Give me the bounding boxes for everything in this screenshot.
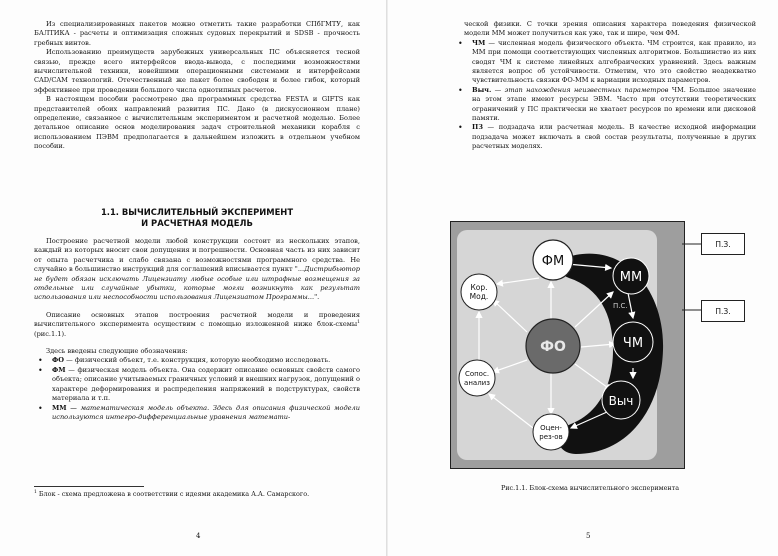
section-heading (38, 207, 356, 229)
paragraph: Здесь введены следующие обозначения: (46, 347, 188, 356)
term: Выч. (472, 85, 492, 94)
paragraph: Использованию преимуществ зарубежных универсальных ПС объясняется тесной связью, прежде всего интерфейсов ввода-вывода, с последними возможностями вычислительной техники, новейшими операционными системами и интерфейсами CAD/CAM технологий. Отечественный же пакет более свободен и более гибок, который эффективнее при проведении большого числа однотипных расчетов. (34, 48, 360, 94)
pz-connectors (682, 230, 702, 330)
node-chm-label: ЧМ (622, 336, 644, 351)
node-fo-label: ФО (540, 339, 566, 355)
page-number: 4 (196, 532, 201, 540)
definition: — математическая модель объекта. Здесь для описания физической модели используются интегро-дифференциальные уравнения математи- (52, 403, 360, 421)
term: ФМ (52, 365, 66, 374)
definition: ЧМ. Большое значение на этом этапе имеют ресурсы ЭВМ. Часто при отсутствии теоретических ограничений у ПС практически не хватает ресурсов по времени или дисковой памяти. (472, 85, 756, 123)
footnote-divider (34, 486, 144, 487)
block-diagram (450, 221, 685, 469)
notation-list (454, 39, 756, 152)
paragraph-text: (рис.1.1). (34, 329, 67, 338)
paragraph: В настоящем пособии рассмотрено два программных средства FESTA и GIFTS как представителей обоих направлений развития ПС. Дано (в дискуссионном плане) определение, связанное с вычислительным экспериментом и расчетной моделью. Более детальное описание основ моделирования задач строительной механики корабля с использованием ПЭВМ предполагается в дальнейшем изложить в отдельном учебном пособии. (34, 95, 360, 151)
definition: — (491, 85, 505, 94)
section-heading-line-1: 1.1. ВЫЧИСЛИТЕЛЬНЫЙ ЭКСПЕРИМЕНТ (100, 207, 294, 217)
term: ФО (52, 356, 64, 365)
definition: — физический объект, т.е. конструкция, которую необходимо исследовать. (64, 356, 331, 365)
paragraph (34, 237, 360, 303)
node-kor-mod-label-2: Мод. (469, 292, 489, 301)
left-intro-text (34, 20, 360, 152)
list-item (454, 39, 756, 86)
list-item (454, 123, 756, 151)
node-fm-label: ФМ (541, 254, 565, 269)
section-heading-line-2: И РАСЧЕТНАЯ МОДЕЛЬ (141, 218, 253, 228)
list-item (454, 86, 756, 124)
left-section-text (34, 237, 360, 422)
right-text (454, 20, 756, 152)
node-mm-label: ММ (619, 270, 643, 285)
pz-box-1: П.З. (701, 233, 745, 255)
definition-italic: этап нахождения неизвестных параметров (504, 85, 669, 94)
node-vych-label: Выч (608, 394, 634, 408)
list-item (34, 404, 360, 423)
term: ЧМ (472, 38, 486, 47)
list-item (34, 356, 360, 365)
paragraph: Из специализированных пакетов можно отметить такие разработки СПбГМТУ, как БАЛТИКА - расчеты и оптимизация сложных судовых перекрытий и SDSB - прочность гребных винтов. (34, 20, 360, 47)
paragraph-text: Описание основных этапов построения расчетной модели и проведения вычислительного эксперимента осуществим с помощью изложенной ниже блок-схемы (34, 310, 360, 329)
list-item (34, 366, 360, 404)
node-sopos-label-1: Сопос. (464, 370, 490, 378)
paragraph: ческой физики. С точки зрения описания характера поведения физической модели ММ может получиться как уже, так и шире, чем ФМ. (464, 20, 756, 38)
node-sopos-label-2: анализ (464, 379, 490, 387)
block-diagram-svg (451, 222, 684, 468)
definition: — численная модель физического объекта. ЧМ строится, как правило, из ММ при помощи соответствующих численных алгоритмов. Большинство из них сводят ЧМ к системе линейных алгебраических уравнений. Здесь важным является вопрос об устойчивости. Отметим, что это свойство неадекватно чувствительность связки ФО-ММ к вариации исходных параметров. (472, 38, 756, 85)
license-quote: "...Дистрибьютор не будет обязан исключать Лицензиату любые особые или штрафные возмещения за отдельные или случайные убытки, которые могли возникнуть как результат использования или неспособности использования Лицензиатом Программы...". (34, 265, 360, 302)
term: ММ (52, 403, 67, 412)
figure-caption: Рис.1.1. Блок-схема вычислительного эксперимента (500, 484, 680, 492)
node-otsen-label-2: рез-ов (539, 433, 563, 441)
pz-box-2: П.З. (701, 300, 745, 322)
node-otsen (533, 414, 569, 450)
node-otsen-label-1: Оцен- (540, 424, 562, 432)
term: ПЗ (472, 123, 483, 132)
footnote-marker: 1 (34, 489, 37, 495)
definition: — подзадача или расчетная модель. В качестве исходной информации подзадача может включать в свой состав результаты, полученные в других расчетных моделях. (472, 123, 756, 151)
node-sopos (459, 360, 495, 396)
paragraph-text: Построение расчетной модели любой конструкции состоит из нескольких этапов, каждый из которых вносит свои допущения и погрешности. Основная часть из них зависит от опыта расчетчика и слабо связана с возможностями программного средства. Не случайно в большинство инструкций для соглашений вписывается пункт (34, 237, 360, 274)
paragraph (34, 311, 360, 339)
footnote-text: Блок - схема предложена в соответствии с идеями академика А.А. Самарского. (36, 490, 310, 498)
definition: — физическая модель объекта. Она содержит описание основных свойств самого объекта; описание учитываемых граничных условий и внешних нагрузок, допущений о характере деформирования и распределения напряжений в подструктурах, свойств материала и т.п. (52, 365, 360, 403)
footnote-marker: 1 (357, 320, 360, 326)
notation-list (34, 356, 360, 422)
page-number: 5 (586, 532, 591, 540)
footnote (34, 490, 364, 499)
ps-label: П.С. (613, 302, 628, 310)
node-kor-mod-label-1: Кор. (470, 283, 488, 292)
